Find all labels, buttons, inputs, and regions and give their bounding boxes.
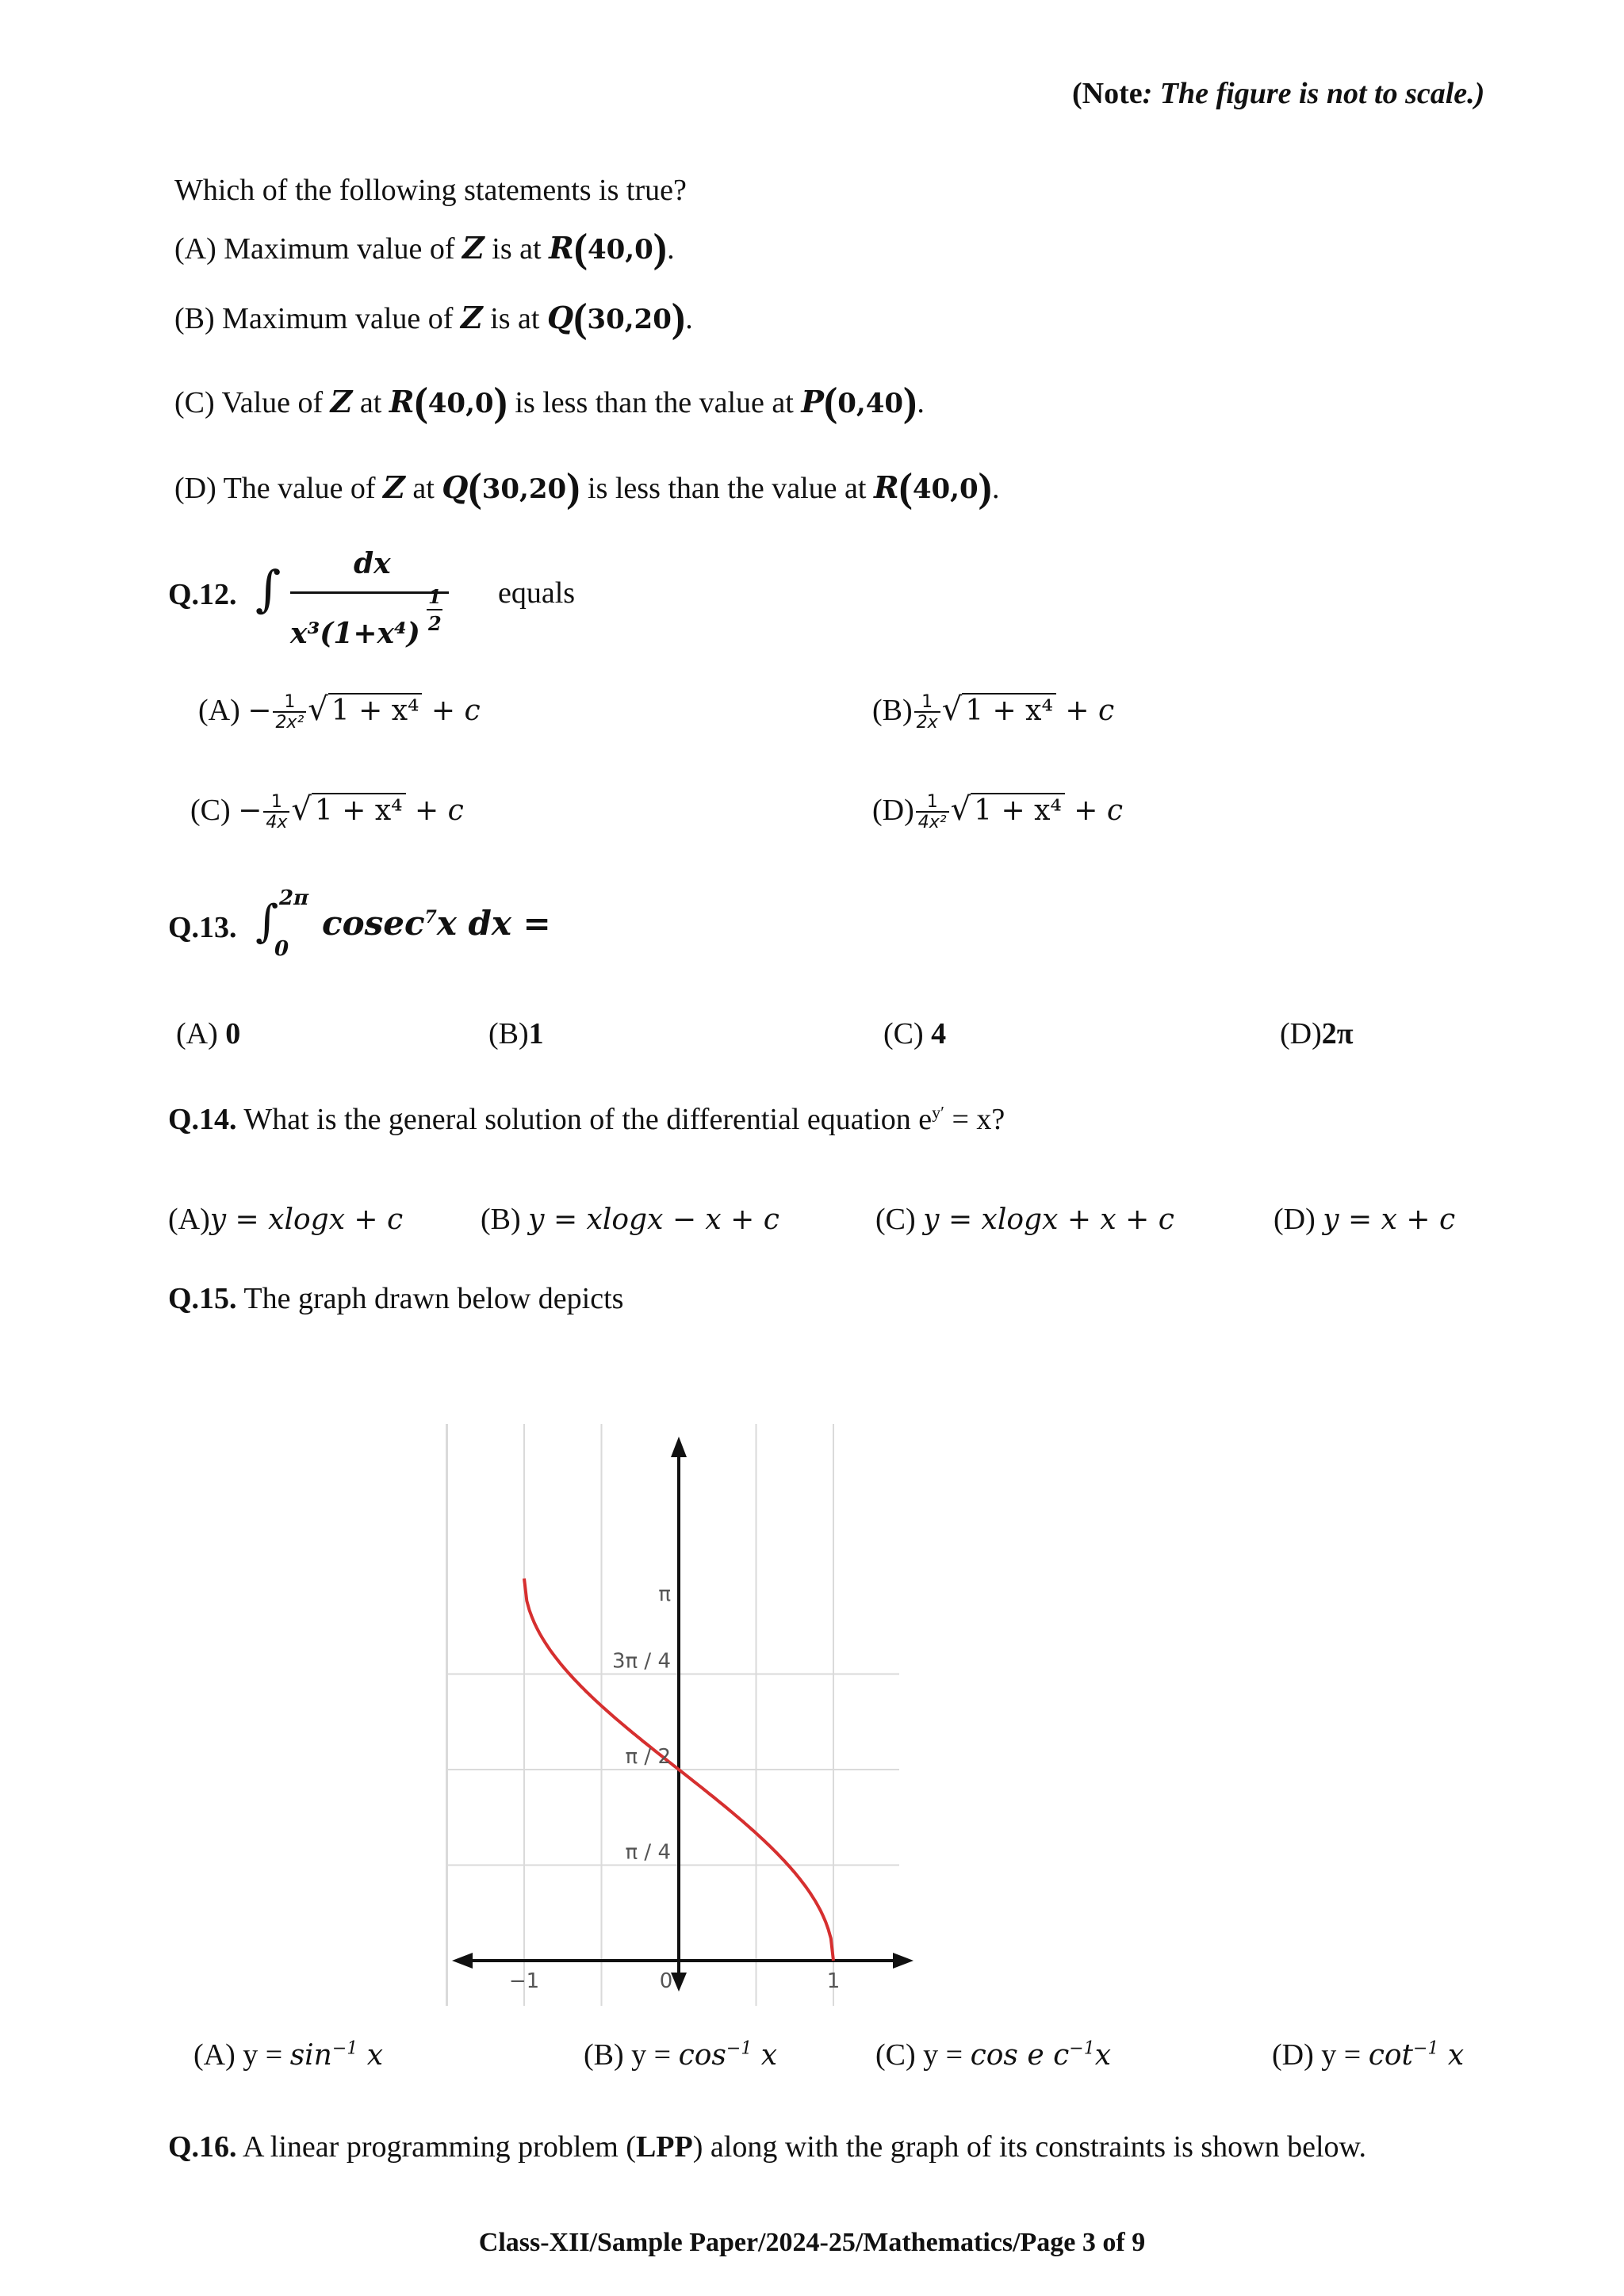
q12-option-c: (C) − $\frac{1}{4x}$ √ 1 + x⁴ + c xyxy=(190,791,464,833)
y-tick-label: π / 4 xyxy=(625,1840,671,1865)
q11-option-a: (A) Maximum value of Z is at R(40,0). xyxy=(174,226,675,271)
page-footer: Class-XII/Sample Paper/2024-25/Mathematics/Page 3 of 9 xyxy=(478,2228,1146,2257)
q11-option-b: (B) Maximum value of Z is at Q(30,20). xyxy=(174,296,693,341)
x-axis-arrow-right xyxy=(893,1953,914,1969)
q11-option-d: (D) The value of Z at Q(30,20) is less than the value at R(40,0). xyxy=(174,465,1000,511)
q12-exp-bar xyxy=(427,609,442,610)
y-tick-label: π xyxy=(658,1582,671,1606)
q13-integral-sign: ∫ xyxy=(255,896,279,947)
figure-note: (Note: The figure is not to scale.) xyxy=(1072,77,1485,110)
q15-option-c: (C) y = cos e $c^{-1}x$ xyxy=(875,2038,1112,2072)
q12-denominator: x³(1+x⁴) xyxy=(290,617,420,650)
q14-option-c: (C) y = xlogx + x + c xyxy=(875,1203,1174,1236)
q13-label: Q.13. xyxy=(168,911,237,944)
origin-label: 0 xyxy=(659,1969,673,1993)
q14-option-d: (D) y = x + c xyxy=(1274,1203,1456,1236)
q12-exp-num: 1 xyxy=(428,585,442,608)
q13-lower-limit: 0 xyxy=(274,937,289,961)
q12-exp-den: 2 xyxy=(428,612,442,635)
q13-integrand: cosec$^7$x dx = xyxy=(322,904,551,943)
x-tick-label: 1 xyxy=(826,1969,841,1993)
q15-option-b: (B) $y = \cos^{-1} x$ xyxy=(584,2038,778,2072)
q15-option-a: (A) $y = \sin^{-1} x$ xyxy=(193,2038,384,2072)
q15-question: Q.15. The graph drawn below depicts xyxy=(168,1282,624,1315)
q13-upper-limit: 2π xyxy=(279,886,309,910)
q12-integral-sign: ∫ xyxy=(255,560,282,618)
q12-numerator: dx xyxy=(354,547,391,580)
q11-prompt: Which of the following statements is true? xyxy=(174,174,687,207)
q12-option-a: (A) − $\frac{1}{\text{2x²}}$ √ 1 + x⁴ + c xyxy=(198,691,481,733)
q13-option-c: (C) 4 xyxy=(883,1017,947,1050)
q16-question: Q.16. A linear programming problem (LPP) along with the graph of its constraints is shown below. xyxy=(168,2130,1366,2164)
q12-fraction-bar xyxy=(290,591,449,594)
y-tick-label: π / 2 xyxy=(625,1745,671,1769)
inverse-cos-graph xyxy=(428,1411,920,2014)
y-axis-arrow-up xyxy=(671,1437,687,1457)
q13-option-a: (A) 0 xyxy=(176,1017,241,1050)
y-tick-label: 3π / 4 xyxy=(611,1649,671,1674)
q13-option-b: (B)1 xyxy=(488,1017,544,1050)
q14-option-b: (B) y = xlogx − x + c xyxy=(481,1203,779,1236)
q14-question: Q.14. What is the general solution of the differential equation $e^{y'} = x$? xyxy=(168,1102,1005,1136)
q12-label: Q.12. xyxy=(168,578,237,611)
q15-option-d: (D) $y = \cot^{-1} x$ xyxy=(1272,2038,1465,2072)
q13-option-d: (D)2π xyxy=(1280,1017,1354,1050)
q12-equals: equals xyxy=(498,576,576,610)
graph-grid xyxy=(447,1424,900,2006)
q12-option-d: (D) $\frac{1}{\text{4x²}}$ √ 1 + x⁴ + c xyxy=(872,791,1124,833)
q14-option-a: (A)y = xlogx + c xyxy=(168,1203,404,1236)
y-axis-arrow-down xyxy=(671,1973,687,1992)
x-axis-arrow-left xyxy=(452,1953,473,1969)
x-tick-label: −1 xyxy=(508,1969,540,1993)
q11-option-c: (C) Value of Z at R(40,0) is less than the value at P(0,40). xyxy=(174,380,925,425)
q12-option-b: (B) $\frac{1}{2x}$ √ 1 + x⁴ + c xyxy=(872,691,1115,733)
